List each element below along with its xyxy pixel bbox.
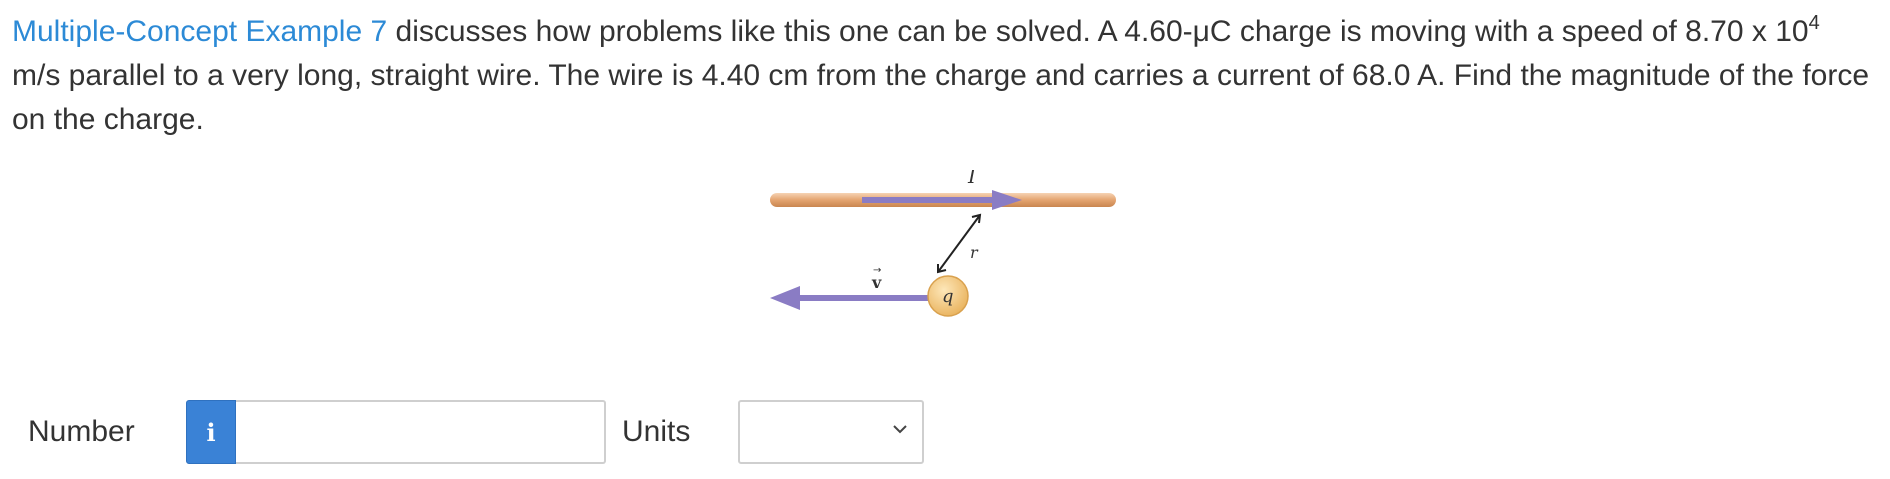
info-icon: i (206, 417, 216, 447)
units-select[interactable] (738, 400, 924, 464)
figure-svg (770, 170, 1120, 320)
units-label: Units (622, 415, 691, 448)
distance-label: r (970, 243, 978, 262)
charge-label: q (942, 286, 954, 307)
velocity-label: v (872, 273, 882, 292)
answer-row (28, 400, 1028, 466)
velocity-arrow (770, 286, 930, 310)
velocity-vector-mark: → (873, 265, 882, 276)
current-label: I (968, 170, 976, 188)
question-text (12, 10, 1874, 142)
chevron-down-icon (892, 424, 908, 434)
number-input[interactable] (236, 400, 606, 464)
number-label: Number (28, 415, 135, 448)
question-part2: m/s parallel to a very long, straight wire. The wire is 4.40 cm from the charge and carries a current of 68.0 A. Find the magnitude of the force on the charge. (12, 59, 1870, 136)
example-link[interactable]: Multiple-Concept Example 7 (12, 15, 388, 48)
info-button[interactable] (186, 400, 236, 464)
wire-charge-figure (770, 170, 1120, 320)
question-part1: discusses how problems like this one can be solved. A 4.60-μC charge is moving with a speed of 8.70 x 10 (387, 15, 1809, 48)
speed-exponent: 4 (1808, 12, 1820, 34)
